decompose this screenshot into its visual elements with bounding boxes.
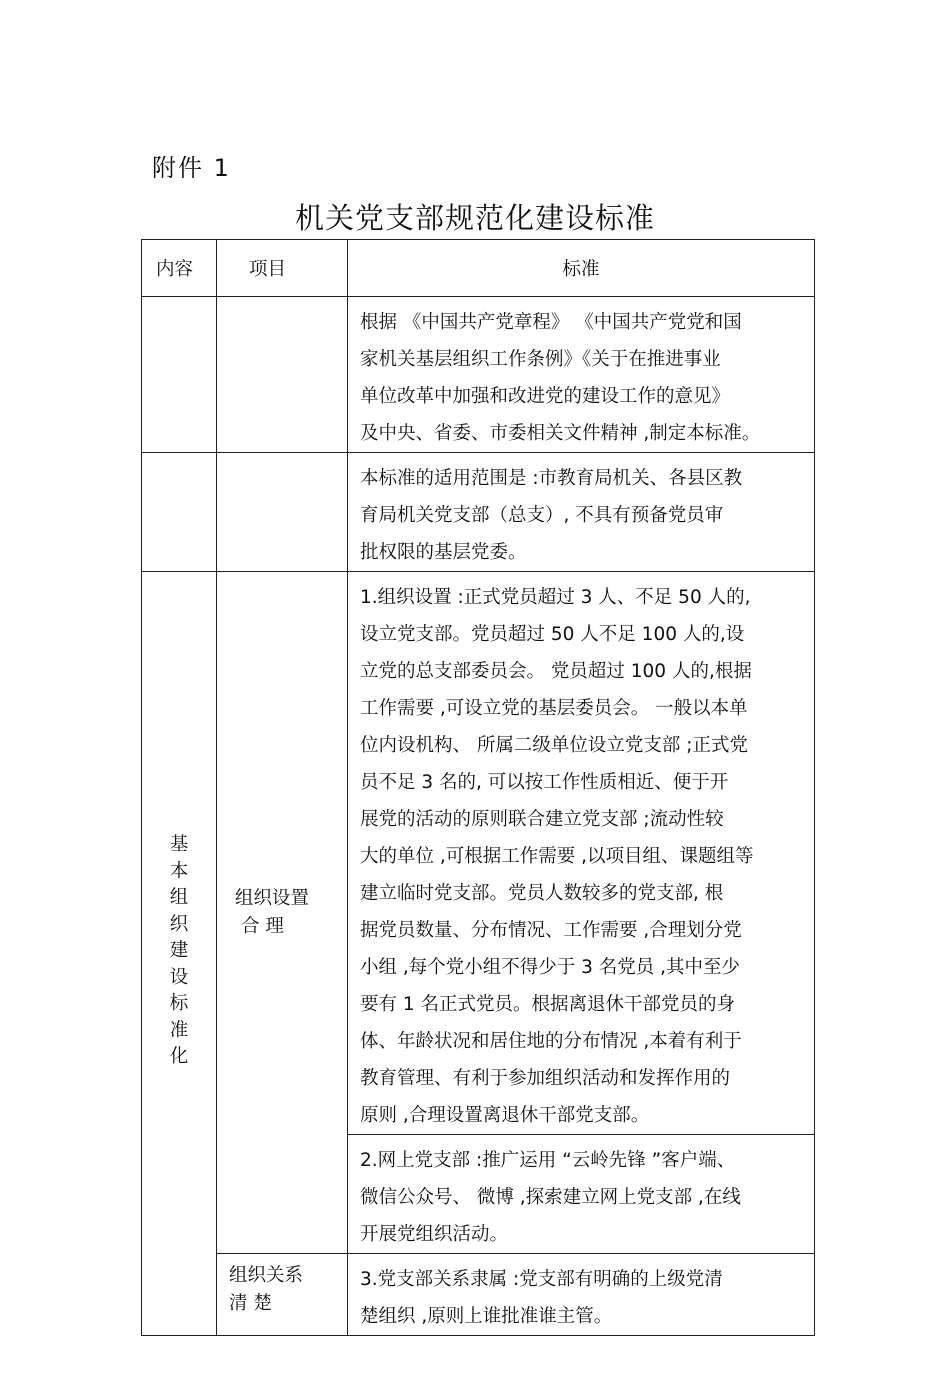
intro-line: 根据 《中国共产党章程》 《中国共产党党和国 [360,312,742,333]
intro-line: 家机关基层组织工作条例》《关于在推进事业 [360,349,721,370]
standard-line: 微信公众号、 微博 ,探索建立网上党支部 ,在线 [360,1187,741,1208]
intro-line: 单位改革中加强和改进党的建设工作的意见》 [360,386,731,407]
item-name-line: 组织设置 [235,887,310,909]
standard-line: 大的单位 ,可根据工作需要 ,以项目组、课题组等 [360,846,754,867]
intro-content-cell [142,297,217,453]
section-content-label: 基本组织建设标准化 [169,834,189,1068]
standard-line: 原则 ,合理设置离退休干部党支部。 [360,1105,650,1126]
standard-line: 要有 1 名正式党员。根据离退休干部党员的身 [360,994,736,1015]
standard-line: 教育管理、有利于参加组织活动和发挥作用的 [360,1068,731,1089]
scope-item-cell [217,453,348,572]
attachment-label: 附件 1 [152,154,231,182]
org-setup-row [142,572,815,1135]
standard-line: 1.组织设置 :正式党员超过 3 人、不足 50 人的, [360,587,751,608]
standard-line: 立党的总支部委员会。 党员超过 100 人的,根据 [360,661,752,682]
item-org-relation [217,1254,348,1336]
column-header-standard: 标准 [348,240,815,297]
intro-line: 及中央、省委、市委相关文件精神 ,制定本标准。 [360,423,761,444]
item-name-line: 清 楚 [229,1293,272,1314]
item-name-line: 合 理 [241,915,284,937]
org-relation-row [142,1254,815,1336]
standard-line: 建立临时党支部。党员人数较多的党支部, 根 [360,883,724,904]
column-header-content: 内容 [142,240,217,297]
item-org-setup [217,572,348,1254]
standard-org-setup [348,572,815,1135]
column-header-item: 项目 [217,240,348,297]
standard-line: 据党员数量、分布情况、工作需要 ,合理划分党 [360,920,742,941]
scope-row [142,453,815,572]
intro-item-cell [217,297,348,453]
section-content-cell [142,572,217,1336]
standard-online-branch [348,1135,815,1254]
standard-line: 楚组织 ,原则上谁批准谁主管。 [360,1306,613,1327]
standard-line: 位内设机构、 所属二级单位设立党支部 ;正式党 [360,735,748,756]
standards-table [141,239,815,1336]
scope-content-cell [142,453,217,572]
scope-line: 批权限的基层党委。 [360,542,527,563]
scope-standard-cell [348,453,815,572]
scope-line: 育局机关党支部（总支）, 不具有预备党员审 [360,505,724,526]
standard-line: 设立党支部。党员超过 50 人不足 100 人的,设 [360,624,745,645]
standard-line: 2.网上党支部 :推广运用 “云岭先锋 ”客户端、 [360,1150,736,1171]
standard-line: 展党的活动的原则联合建立党支部 ;流动性较 [360,809,724,830]
standard-line: 体、年龄状况和居住地的分布情况 ,本着有利于 [360,1031,742,1052]
intro-row [142,297,815,453]
standard-line: 3.党支部关系隶属 :党支部有明确的上级党清 [360,1269,723,1290]
standard-line: 员不足 3 名的, 可以按工作性质相近、便于开 [360,772,729,793]
standard-line: 开展党组织活动。 [360,1224,509,1245]
standard-org-relation [348,1254,815,1336]
standard-line: 工作需要 ,可设立党的基层委员会。 一般以本单 [360,698,748,719]
standard-line: 小组 ,每个党小组不得少于 3 名党员 ,其中至少 [360,957,741,978]
item-name-line: 组织关系 [229,1265,304,1286]
table-header-row [142,240,815,297]
intro-standard-cell [348,297,815,453]
document-title: 机关党支部规范化建设标准 [294,201,655,235]
scope-line: 本标准的适用范围是 :市教育局机关、各县区教 [360,468,743,489]
